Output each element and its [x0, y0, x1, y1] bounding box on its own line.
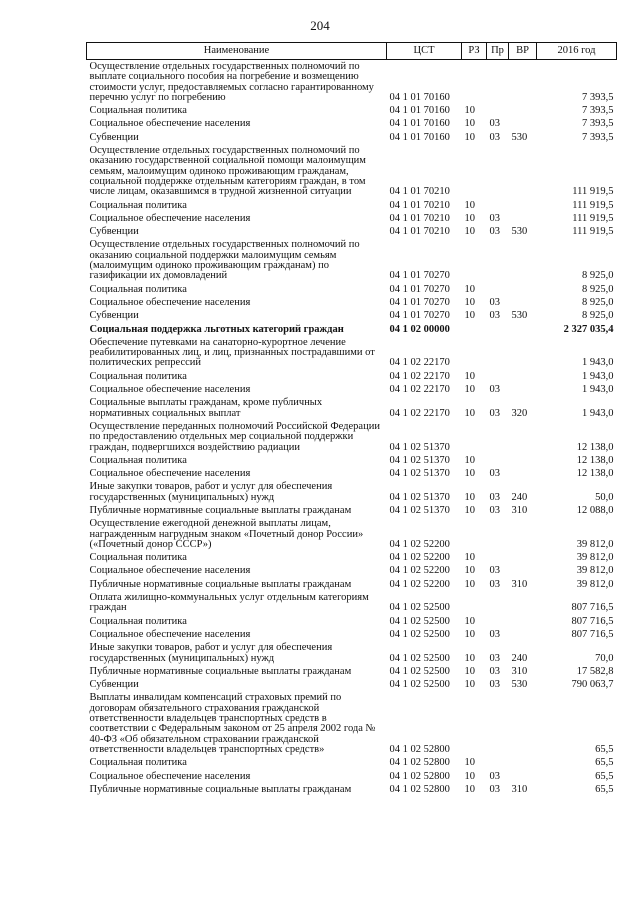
- rz-cell: 10: [464, 118, 475, 130]
- amount-cell: 12 088,0: [576, 504, 614, 516]
- vr-cell: 320: [511, 407, 528, 419]
- rz-cell: 10: [464, 226, 475, 238]
- vr-cell: [509, 283, 537, 296]
- name-cell: Осуществление отдельных государственных полномочий по выплате социального пособия на погребение и возмещению стоимости услуг, предоставляемых согласно гарантированному перечню услуг по погребению: [89, 61, 374, 103]
- rz-cell: [462, 323, 487, 336]
- pr-cell: [487, 517, 509, 551]
- vr-cell: 240: [511, 491, 528, 503]
- pr-cell: [487, 323, 509, 336]
- cst-cell: 04 1 02 00000: [389, 323, 450, 335]
- cst-cell: 04 1 02 52800: [389, 743, 450, 755]
- vr-cell: [509, 551, 537, 564]
- vr-cell: 310: [511, 504, 528, 516]
- table-row: [87, 517, 617, 551]
- vr-cell: [509, 199, 537, 212]
- vr-cell: [509, 336, 537, 370]
- name-cell: Субвенции: [89, 226, 139, 238]
- cst-cell: 04 1 02 52500: [389, 628, 450, 640]
- table-row: [87, 783, 617, 796]
- rz-cell: 10: [464, 552, 475, 564]
- pr-cell: [487, 336, 509, 370]
- rz-cell: 10: [464, 783, 475, 795]
- name-cell: Публичные нормативные социальные выплаты гражданам: [89, 665, 352, 677]
- cst-cell: 04 1 01 70270: [389, 296, 450, 308]
- amount-cell: 65,5: [595, 757, 614, 769]
- rz-cell: 10: [464, 283, 475, 295]
- cst-cell: 04 1 02 22170: [389, 407, 450, 419]
- vr-cell: 240: [511, 652, 528, 664]
- rz-cell: [462, 144, 487, 198]
- rz-cell: [462, 60, 487, 105]
- name-cell: Выплаты инвалидам компенсаций страховых премий по договорам обязательного страхования гражданской ответственности владельцев транспортных средств в соответствии с Федеральным законом от 25 апреля 2002 года № 40-ФЗ «Об обязательном страховании гражданской ответственности владельцев транспортных средств»: [89, 692, 376, 755]
- pr-cell: 03: [489, 679, 500, 691]
- header-cst: ЦСТ: [387, 43, 462, 60]
- rz-cell: 10: [464, 757, 475, 769]
- amount-cell: 1 943,0: [582, 407, 614, 419]
- header-row: [87, 43, 617, 60]
- vr-cell: [509, 296, 537, 309]
- name-cell: Социальное обеспечение населения: [89, 384, 251, 396]
- amount-cell: 39 812,0: [576, 565, 614, 577]
- cst-cell: 04 1 02 51370: [389, 491, 450, 503]
- pr-cell: 03: [489, 212, 500, 224]
- header-vr: ВР: [509, 43, 537, 60]
- header-name: Наименование: [87, 43, 387, 60]
- pr-cell: 03: [489, 565, 500, 577]
- cst-cell: 04 1 02 52500: [389, 679, 450, 691]
- pr-cell: [487, 691, 509, 756]
- header-year: 2016 год: [537, 43, 617, 60]
- pr-cell: 03: [489, 628, 500, 640]
- amount-cell: 70,0: [595, 652, 614, 664]
- cst-cell: 04 1 02 52200: [389, 538, 450, 550]
- amount-cell: 2 327 035,4: [563, 323, 614, 335]
- pr-cell: [487, 420, 509, 454]
- amount-cell: 65,5: [595, 783, 614, 795]
- rz-cell: [462, 591, 487, 615]
- vr-cell: [509, 517, 537, 551]
- rz-cell: 10: [464, 578, 475, 590]
- table-row: [87, 420, 617, 454]
- cst-cell: 04 1 01 70160: [389, 118, 450, 130]
- pr-cell: [487, 60, 509, 105]
- cst-cell: 04 1 01 70210: [389, 199, 450, 211]
- vr-cell: [509, 60, 537, 105]
- cst-cell: 04 1 01 70160: [389, 105, 450, 117]
- cst-cell: 04 1 02 52800: [389, 757, 450, 769]
- page-number: 204: [310, 18, 330, 33]
- pr-cell: 03: [489, 504, 500, 516]
- rz-cell: [462, 238, 487, 282]
- amount-cell: 111 919,5: [572, 199, 614, 211]
- amount-cell: 111 919,5: [572, 212, 614, 224]
- cst-cell: 04 1 01 70210: [389, 212, 450, 224]
- pr-cell: 03: [489, 226, 500, 238]
- pr-cell: 03: [489, 384, 500, 396]
- amount-cell: 111 919,5: [572, 186, 614, 198]
- table-row: [87, 144, 617, 198]
- pr-cell: 03: [489, 310, 500, 322]
- rz-cell: 10: [464, 384, 475, 396]
- name-cell: Публичные нормативные социальные выплаты гражданам: [89, 504, 352, 516]
- table-row: [87, 336, 617, 370]
- name-cell: Социальная политика: [89, 370, 187, 382]
- vr-cell: 310: [511, 578, 528, 590]
- amount-cell: 39 812,0: [576, 552, 614, 564]
- rz-cell: 10: [464, 407, 475, 419]
- amount-cell: 1 943,0: [582, 384, 614, 396]
- pr-cell: 03: [489, 296, 500, 308]
- rz-cell: 10: [464, 615, 475, 627]
- pr-cell: 03: [489, 770, 500, 782]
- table-row: [87, 678, 617, 691]
- name-cell: Иные закупки товаров, работ и услуг для обеспечения государственных (муниципальных) нужд: [89, 642, 333, 664]
- cst-cell: 04 1 02 22170: [389, 370, 450, 382]
- amount-cell: 7 393,5: [582, 91, 614, 103]
- table-row: [87, 641, 617, 665]
- pr-cell: 03: [489, 407, 500, 419]
- rz-cell: [462, 691, 487, 756]
- name-cell: Социальное обеспечение населения: [89, 468, 251, 480]
- amount-cell: 12 138,0: [576, 468, 614, 480]
- table-row: [87, 551, 617, 564]
- rz-cell: 10: [464, 665, 475, 677]
- name-cell: Социальная политика: [89, 757, 187, 769]
- amount-cell: 17 582,8: [576, 665, 614, 677]
- name-cell: Субвенции: [89, 131, 139, 143]
- table-row: [87, 199, 617, 212]
- table-row: [87, 615, 617, 628]
- rz-cell: 10: [464, 131, 475, 143]
- vr-cell: [509, 420, 537, 454]
- amount-cell: 790 063,7: [571, 679, 614, 691]
- name-cell: Осуществление отдельных государственных полномочий по оказанию социальной поддержки малоимущим семьям (малоимущим одиноко проживающим гражданам) по газификации их домовладений: [89, 239, 360, 282]
- pr-cell: [487, 591, 509, 615]
- table-row: [87, 323, 617, 336]
- pr-cell: 03: [489, 491, 500, 503]
- name-cell: Социальное обеспечение населения: [89, 770, 251, 782]
- cst-cell: 04 1 02 52200: [389, 552, 450, 564]
- name-cell: Социальная политика: [89, 283, 187, 295]
- pr-cell: 03: [489, 118, 500, 130]
- table-row: [87, 104, 617, 117]
- table-row: [87, 117, 617, 130]
- cst-cell: 04 1 02 52800: [389, 783, 450, 795]
- amount-cell: 111 919,5: [572, 226, 614, 238]
- table-row: [87, 396, 617, 420]
- pr-cell: 03: [489, 652, 500, 664]
- cst-cell: 04 1 02 51370: [389, 441, 450, 453]
- rz-cell: 10: [464, 105, 475, 117]
- amount-cell: 65,5: [595, 770, 614, 782]
- rz-cell: 10: [464, 212, 475, 224]
- pr-cell: 03: [489, 578, 500, 590]
- table-row: [87, 467, 617, 480]
- pr-cell: 03: [489, 665, 500, 677]
- amount-cell: 807 716,5: [571, 602, 614, 614]
- table-row: [87, 756, 617, 769]
- cst-cell: 04 1 02 22170: [389, 357, 450, 369]
- vr-cell: [509, 383, 537, 396]
- amount-cell: 807 716,5: [571, 628, 614, 640]
- table-row: [87, 283, 617, 296]
- amount-cell: 7 393,5: [582, 118, 614, 130]
- cst-cell: 04 1 01 70210: [389, 226, 450, 238]
- name-cell: Социальная политика: [89, 615, 187, 627]
- table-row: [87, 591, 617, 615]
- table-row: [87, 578, 617, 591]
- table-row: [87, 691, 617, 756]
- table-row: [87, 238, 617, 282]
- amount-cell: 7 393,5: [582, 131, 614, 143]
- pr-cell: [487, 238, 509, 282]
- amount-cell: 8 925,0: [582, 296, 614, 308]
- amount-cell: 12 138,0: [576, 454, 614, 466]
- cst-cell: 04 1 02 52500: [389, 652, 450, 664]
- table-row: [87, 564, 617, 577]
- amount-cell: 39 812,0: [576, 538, 614, 550]
- name-cell: Публичные нормативные социальные выплаты гражданам: [89, 783, 352, 795]
- rz-cell: 10: [464, 199, 475, 211]
- pr-cell: [487, 199, 509, 212]
- rz-cell: [462, 420, 487, 454]
- name-cell: Социальные выплаты гражданам, кроме публичных нормативных социальных выплат: [89, 397, 323, 419]
- cst-cell: 04 1 02 52500: [389, 602, 450, 614]
- table-row: [87, 480, 617, 504]
- table-row: [87, 370, 617, 383]
- budget-table: [86, 42, 617, 796]
- cst-cell: 04 1 01 70160: [389, 91, 450, 103]
- vr-cell: [509, 454, 537, 467]
- vr-cell: 530: [511, 131, 528, 143]
- table-row: [87, 628, 617, 641]
- name-cell: Социальная политика: [89, 199, 187, 211]
- cst-cell: 04 1 02 52500: [389, 665, 450, 677]
- name-cell: Публичные нормативные социальные выплаты гражданам: [89, 578, 352, 590]
- pr-cell: [487, 615, 509, 628]
- rz-cell: 10: [464, 770, 475, 782]
- vr-cell: [509, 104, 537, 117]
- table-header: [87, 43, 617, 60]
- name-cell: Социальное обеспечение населения: [89, 296, 251, 308]
- pr-cell: [487, 283, 509, 296]
- amount-cell: 39 812,0: [576, 578, 614, 590]
- cst-cell: 04 1 02 52200: [389, 578, 450, 590]
- table-row: [87, 504, 617, 517]
- rz-cell: 10: [464, 454, 475, 466]
- cst-cell: 04 1 02 51370: [389, 454, 450, 466]
- rz-cell: 10: [464, 652, 475, 664]
- cst-cell: 04 1 01 70270: [389, 310, 450, 322]
- pr-cell: 03: [489, 783, 500, 795]
- rz-cell: 10: [464, 679, 475, 691]
- name-cell: Социальная политика: [89, 105, 187, 117]
- vr-cell: [509, 117, 537, 130]
- header-pr: Пр: [487, 43, 509, 60]
- vr-cell: 530: [511, 310, 528, 322]
- vr-cell: [509, 370, 537, 383]
- name-cell: Социальная политика: [89, 552, 187, 564]
- rz-cell: 10: [464, 310, 475, 322]
- table-row: [87, 296, 617, 309]
- amount-cell: 1 943,0: [582, 357, 614, 369]
- rz-cell: 10: [464, 370, 475, 382]
- table-row: [87, 770, 617, 783]
- pr-cell: [487, 454, 509, 467]
- name-cell: Социальное обеспечение населения: [89, 628, 251, 640]
- amount-cell: 8 925,0: [582, 283, 614, 295]
- pr-cell: 03: [489, 468, 500, 480]
- rz-cell: [462, 517, 487, 551]
- amount-cell: 50,0: [595, 491, 614, 503]
- name-cell: Субвенции: [89, 310, 139, 322]
- rz-cell: 10: [464, 504, 475, 516]
- table-row: [87, 309, 617, 322]
- vr-cell: 530: [511, 226, 528, 238]
- table-row: [87, 225, 617, 238]
- cst-cell: 04 1 01 70210: [389, 186, 450, 198]
- vr-cell: 530: [511, 679, 528, 691]
- vr-cell: [509, 756, 537, 769]
- cst-cell: 04 1 02 52200: [389, 565, 450, 577]
- pr-cell: [487, 144, 509, 198]
- table-row: [87, 131, 617, 144]
- cst-cell: 04 1 02 52800: [389, 770, 450, 782]
- cst-cell: 04 1 02 52500: [389, 615, 450, 627]
- pr-cell: [487, 756, 509, 769]
- table-body: [87, 60, 617, 797]
- cst-cell: 04 1 02 51370: [389, 504, 450, 516]
- pr-cell: [487, 551, 509, 564]
- pr-cell: [487, 104, 509, 117]
- name-cell: Социальная поддержка льготных категорий граждан: [89, 323, 344, 335]
- rz-cell: 10: [464, 468, 475, 480]
- cst-cell: 04 1 02 22170: [389, 384, 450, 396]
- pr-cell: [487, 370, 509, 383]
- vr-cell: [509, 212, 537, 225]
- name-cell: Осуществление отдельных государственных полномочий по оказанию государственной социальной помощи малоимущим семьям, малоимущим одиноко проживающим гражданам, социальной поддержке отдельным категориям граждан, в том числе лицам, оказавшимся в трудной жизненной ситуации: [89, 145, 366, 198]
- vr-cell: [509, 467, 537, 480]
- name-cell: Иные закупки товаров, работ и услуг для обеспечения государственных (муниципальных) нужд: [89, 481, 333, 503]
- vr-cell: [509, 591, 537, 615]
- amount-cell: 8 925,0: [582, 270, 614, 282]
- name-cell: Оплата жилищно-коммунальных услуг отдельным категориям граждан: [89, 592, 369, 614]
- table-row: [87, 383, 617, 396]
- name-cell: Социальное обеспечение населения: [89, 212, 251, 224]
- name-cell: Социальное обеспечение населения: [89, 565, 251, 577]
- cst-cell: 04 1 02 51370: [389, 468, 450, 480]
- table-row: [87, 665, 617, 678]
- vr-cell: [509, 323, 537, 336]
- rz-cell: [462, 336, 487, 370]
- rz-cell: 10: [464, 296, 475, 308]
- vr-cell: 310: [511, 783, 528, 795]
- table-row: [87, 212, 617, 225]
- amount-cell: 1 943,0: [582, 370, 614, 382]
- rz-cell: 10: [464, 628, 475, 640]
- header-rz: РЗ: [462, 43, 487, 60]
- name-cell: Социальное обеспечение населения: [89, 118, 251, 130]
- vr-cell: [509, 628, 537, 641]
- cst-cell: 04 1 01 70270: [389, 283, 450, 295]
- amount-cell: 8 925,0: [582, 310, 614, 322]
- name-cell: Осуществление переданных полномочий Российской Федерации по предоставлению отдельных мер социальной поддержки граждан, подвергшихся воздействию радиации: [89, 420, 380, 453]
- pr-cell: 03: [489, 131, 500, 143]
- vr-cell: [509, 238, 537, 282]
- amount-cell: 12 138,0: [576, 441, 614, 453]
- name-cell: Обеспечение путевками на санаторно-курортное лечение реабилитированных лиц, и лиц, признанных пострадавшими от политических репрессий: [89, 336, 375, 369]
- table-row: [87, 60, 617, 105]
- cst-cell: 04 1 01 70270: [389, 270, 450, 282]
- vr-cell: [509, 564, 537, 577]
- name-cell: Субвенции: [89, 679, 139, 691]
- vr-cell: 310: [511, 665, 528, 677]
- amount-cell: 65,5: [595, 743, 614, 755]
- cst-cell: 04 1 01 70160: [389, 131, 450, 143]
- vr-cell: [509, 144, 537, 198]
- amount-cell: 7 393,5: [582, 105, 614, 117]
- vr-cell: [509, 691, 537, 756]
- table-row: [87, 454, 617, 467]
- name-cell: Социальная политика: [89, 454, 187, 466]
- rz-cell: 10: [464, 491, 475, 503]
- name-cell: Осуществление ежегодной денежной выплаты лицам, награжденным нагрудным знаком «Почетный донор России» («Почетный донор СССР»): [89, 518, 364, 550]
- vr-cell: [509, 615, 537, 628]
- amount-cell: 807 716,5: [571, 615, 614, 627]
- rz-cell: 10: [464, 565, 475, 577]
- vr-cell: [509, 770, 537, 783]
